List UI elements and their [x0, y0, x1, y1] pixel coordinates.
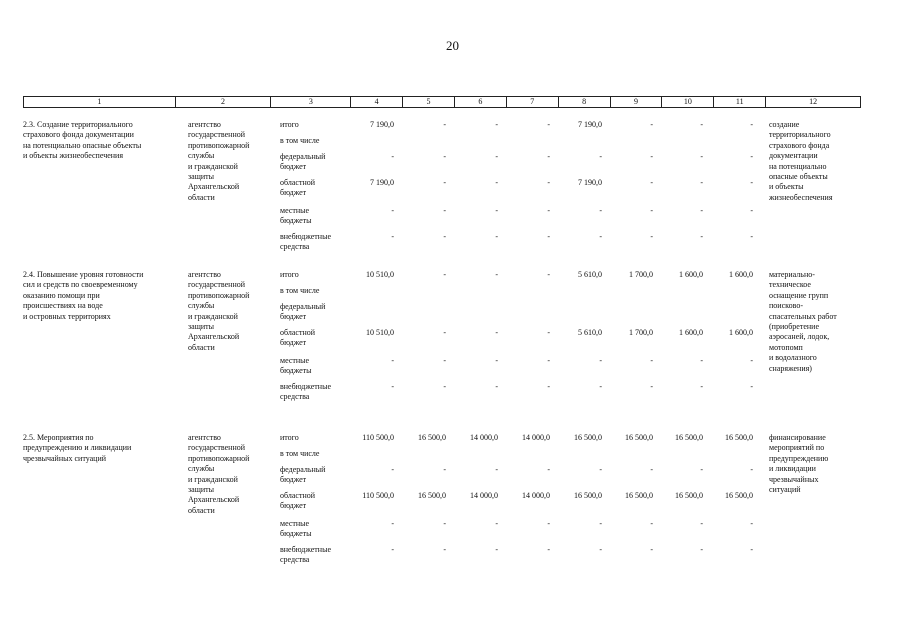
column-header-4: 4 — [350, 97, 402, 107]
funding-value: 1 600,0 — [679, 270, 703, 279]
funding-row — [23, 545, 861, 569]
funding-source-label: местные бюджеты — [280, 206, 312, 226]
funding-value: 1 700,0 — [629, 270, 653, 279]
activity-name: 2.3. Создание территориального страхового фонда документации на потенциально опасные объекты и объекты жизнеобеспечения — [23, 120, 142, 161]
column-header-row — [23, 96, 861, 108]
funding-value: - — [547, 382, 550, 391]
funding-value: 16 500,0 — [725, 491, 753, 500]
funding-value: - — [547, 178, 550, 187]
funding-value: - — [650, 519, 653, 528]
activity-name: 2.4. Повышение уровня готовности сил и средств по своевременному оказанию помощи при происшествиях на воде и островных территориях — [23, 270, 144, 321]
column-header-2: 2 — [175, 97, 271, 107]
funding-row — [23, 519, 861, 543]
funding-value: - — [391, 545, 394, 554]
page-number: 20 — [446, 38, 459, 53]
funding-value: - — [495, 206, 498, 215]
funding-value: - — [495, 545, 498, 554]
funding-value: - — [750, 545, 753, 554]
funding-value: - — [750, 382, 753, 391]
funding-value: - — [495, 178, 498, 187]
funding-value: - — [650, 232, 653, 241]
column-header-5: 5 — [402, 97, 454, 107]
funding-value: 16 500,0 — [574, 433, 602, 442]
funding-value: 14 000,0 — [470, 433, 498, 442]
funding-value: 7 190,0 — [578, 120, 602, 129]
funding-value: - — [750, 232, 753, 241]
funding-value: - — [700, 206, 703, 215]
funding-value: - — [547, 270, 550, 279]
funding-value: 16 500,0 — [418, 491, 446, 500]
funding-value: - — [443, 382, 446, 391]
funding-source-label: местные бюджеты — [280, 356, 312, 376]
funding-source-label: итого — [280, 433, 299, 442]
funding-row — [23, 232, 861, 256]
funding-value: - — [547, 465, 550, 474]
funding-value: - — [495, 356, 498, 365]
funding-row — [23, 152, 861, 176]
funding-value: - — [391, 152, 394, 161]
funding-row — [23, 178, 861, 202]
funding-value: - — [495, 232, 498, 241]
funding-value: - — [443, 270, 446, 279]
funding-value: - — [547, 232, 550, 241]
funding-value: 10 510,0 — [366, 328, 394, 337]
funding-value: - — [650, 465, 653, 474]
funding-value: 7 190,0 — [578, 178, 602, 187]
expected-result: финансирование мероприятий по предупреждению и ликвидации чрезвычайных ситуаций — [769, 433, 829, 495]
funding-value: - — [750, 465, 753, 474]
funding-value: - — [443, 120, 446, 129]
funding-row — [23, 491, 861, 515]
funding-source-label: в том числе — [280, 136, 320, 145]
funding-value: - — [700, 356, 703, 365]
funding-value: 1 700,0 — [629, 328, 653, 337]
funding-value: - — [443, 328, 446, 337]
funding-value: - — [547, 206, 550, 215]
funding-value: - — [599, 382, 602, 391]
funding-value: - — [443, 178, 446, 187]
funding-source-label: внебюджетные средства — [280, 232, 331, 252]
funding-value: 1 600,0 — [729, 328, 753, 337]
funding-value: - — [599, 465, 602, 474]
column-header-7: 7 — [506, 97, 558, 107]
funding-source-label: федеральный бюджет — [280, 152, 326, 172]
funding-source-label: областной бюджет — [280, 328, 316, 348]
funding-value: - — [650, 356, 653, 365]
funding-value: - — [750, 152, 753, 161]
funding-value: 110 500,0 — [362, 433, 394, 442]
funding-row — [23, 302, 861, 326]
funding-value: 110 500,0 — [362, 491, 394, 500]
funding-value: - — [547, 152, 550, 161]
funding-value: - — [700, 519, 703, 528]
funding-value: - — [700, 178, 703, 187]
funding-source-label: внебюджетные средства — [280, 382, 331, 402]
funding-value: - — [391, 519, 394, 528]
funding-value: 5 610,0 — [578, 270, 602, 279]
funding-source-label: в том числе — [280, 449, 320, 458]
funding-value: - — [443, 519, 446, 528]
executor: агентство государственной противопожарной службы и гражданской защиты Архангельской области — [188, 270, 250, 352]
funding-value: - — [443, 356, 446, 365]
funding-value: - — [495, 270, 498, 279]
funding-value: - — [750, 206, 753, 215]
funding-value: - — [700, 232, 703, 241]
funding-value: - — [700, 465, 703, 474]
funding-value: - — [391, 356, 394, 365]
funding-value: - — [547, 328, 550, 337]
column-header-1: 1 — [97, 97, 102, 106]
funding-value: - — [443, 206, 446, 215]
funding-value: 16 500,0 — [725, 433, 753, 442]
funding-row — [23, 465, 861, 489]
column-header-8: 8 — [558, 97, 610, 107]
funding-value: - — [700, 382, 703, 391]
funding-value: - — [495, 519, 498, 528]
column-header-3: 3 — [270, 97, 350, 107]
funding-source-label: итого — [280, 120, 299, 129]
funding-value: 16 500,0 — [418, 433, 446, 442]
funding-value: - — [443, 232, 446, 241]
funding-value: - — [599, 206, 602, 215]
funding-source-label: областной бюджет — [280, 178, 316, 198]
funding-value: - — [599, 519, 602, 528]
funding-value: - — [750, 356, 753, 365]
executor: агентство государственной противопожарной службы и гражданской защиты Архангельской области — [188, 120, 250, 202]
funding-value: - — [495, 152, 498, 161]
expected-result: материально- техническое оснащение групп поисково- спасательных работ (приобретение аэросаней, лодок, мотопомп и водолазного снаряжения) — [769, 270, 837, 373]
funding-value: 16 500,0 — [574, 491, 602, 500]
funding-value: 14 000,0 — [522, 433, 550, 442]
funding-source-label: местные бюджеты — [280, 519, 312, 539]
funding-source-label: внебюджетные средства — [280, 545, 331, 565]
funding-value: 16 500,0 — [625, 491, 653, 500]
funding-value: - — [599, 232, 602, 241]
activity-name: 2.5. Мероприятия по предупреждению и ликвидации чрезвычайных ситуаций — [23, 433, 132, 463]
funding-value: 10 510,0 — [366, 270, 394, 279]
funding-source-label: федеральный бюджет — [280, 465, 326, 485]
funding-value: - — [547, 120, 550, 129]
funding-row — [23, 328, 861, 352]
funding-value: 1 600,0 — [729, 270, 753, 279]
funding-source-label: областной бюджет — [280, 491, 316, 511]
funding-value: - — [443, 152, 446, 161]
funding-value: 16 500,0 — [625, 433, 653, 442]
funding-value: - — [443, 545, 446, 554]
funding-value: - — [599, 356, 602, 365]
funding-row — [23, 356, 861, 380]
funding-value: - — [599, 152, 602, 161]
funding-value: - — [650, 152, 653, 161]
funding-row — [23, 382, 861, 406]
funding-value: 14 000,0 — [470, 491, 498, 500]
funding-value: - — [495, 382, 498, 391]
funding-value: 16 500,0 — [675, 491, 703, 500]
funding-value: - — [599, 545, 602, 554]
funding-value: - — [650, 178, 653, 187]
funding-value: 7 190,0 — [370, 178, 394, 187]
funding-source-label: итого — [280, 270, 299, 279]
funding-value: - — [391, 232, 394, 241]
funding-value: 5 610,0 — [578, 328, 602, 337]
funding-value: - — [650, 120, 653, 129]
funding-value: - — [750, 519, 753, 528]
funding-source-label: в том числе — [280, 286, 320, 295]
funding-value: - — [495, 465, 498, 474]
column-header-11: 11 — [713, 97, 765, 107]
funding-value: - — [391, 465, 394, 474]
funding-value: - — [650, 206, 653, 215]
funding-value: - — [391, 206, 394, 215]
expected-result: создание территориального страхового фонда документации на потенциально опасные объекты и объекты жизнеобеспечения — [769, 120, 833, 202]
funding-value: - — [547, 519, 550, 528]
funding-value: - — [495, 328, 498, 337]
funding-value: 7 190,0 — [370, 120, 394, 129]
funding-value: - — [750, 178, 753, 187]
funding-value: - — [495, 120, 498, 129]
funding-value: 1 600,0 — [679, 328, 703, 337]
funding-source-label: федеральный бюджет — [280, 302, 326, 322]
funding-value: - — [700, 152, 703, 161]
funding-value: - — [750, 120, 753, 129]
funding-value: - — [700, 120, 703, 129]
funding-value: - — [547, 356, 550, 365]
funding-value: - — [650, 382, 653, 391]
executor: агентство государственной противопожарной службы и гражданской защиты Архангельской области — [188, 433, 250, 515]
funding-row — [23, 206, 861, 230]
column-header-10: 10 — [661, 97, 713, 107]
funding-value: - — [547, 545, 550, 554]
funding-value: - — [391, 382, 394, 391]
column-header-12: 12 — [765, 97, 860, 107]
column-header-6: 6 — [454, 97, 506, 107]
funding-value: - — [650, 545, 653, 554]
funding-value: - — [443, 465, 446, 474]
funding-value: 16 500,0 — [675, 433, 703, 442]
funding-value: 14 000,0 — [522, 491, 550, 500]
column-header-9: 9 — [610, 97, 662, 107]
funding-value: - — [700, 545, 703, 554]
